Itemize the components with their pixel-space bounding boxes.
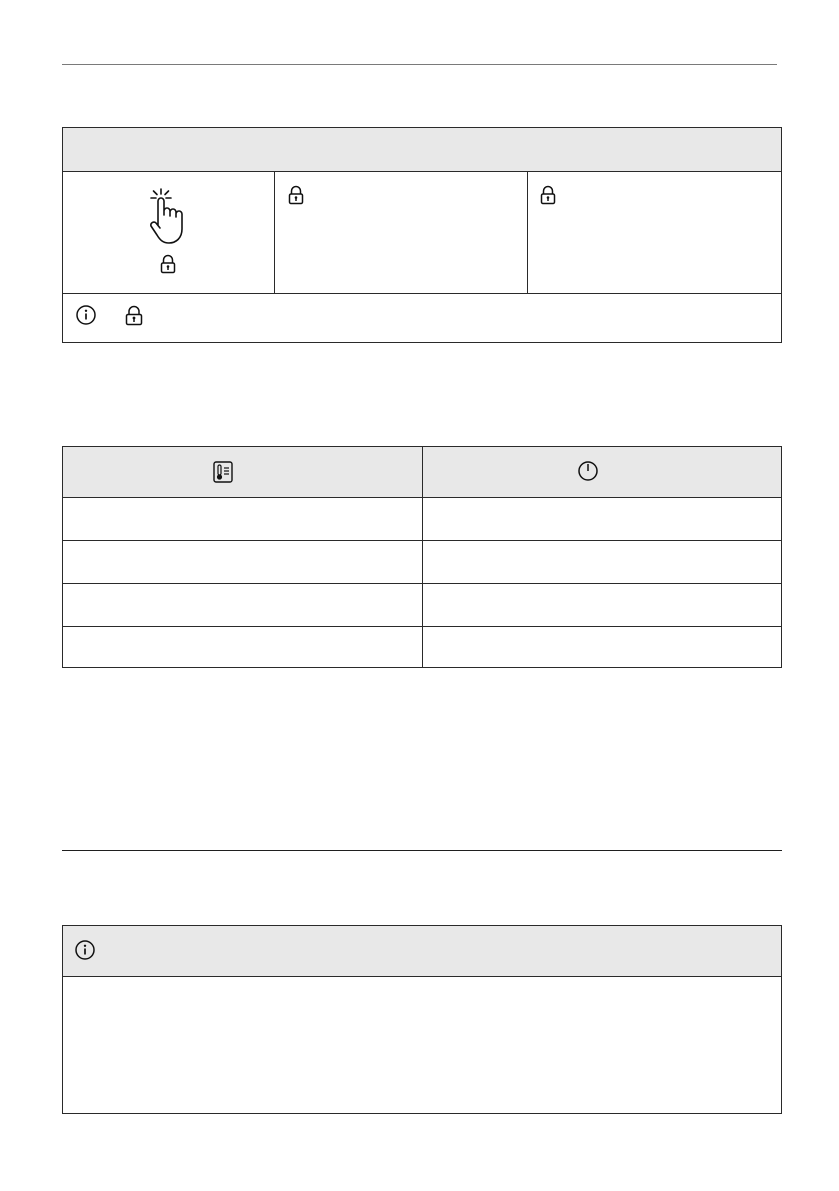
table-cell bbox=[63, 626, 423, 667]
table-cell bbox=[63, 497, 423, 540]
table-row bbox=[63, 540, 781, 584]
lock-table-cell-2 bbox=[274, 171, 528, 293]
table-row bbox=[63, 497, 781, 541]
lock-icon bbox=[288, 185, 304, 205]
info-box bbox=[62, 925, 782, 1114]
lock-table-cell-1 bbox=[63, 171, 275, 293]
section-rule bbox=[62, 850, 782, 851]
lock-table bbox=[62, 127, 782, 343]
info-icon bbox=[74, 939, 96, 961]
settings-table bbox=[62, 446, 782, 668]
lock-icon bbox=[160, 254, 176, 274]
timer-icon bbox=[577, 460, 599, 482]
lock-table-note bbox=[63, 293, 781, 342]
column-header-time bbox=[422, 447, 781, 497]
lock-table-row bbox=[63, 171, 781, 294]
table-row bbox=[63, 583, 781, 627]
touch-hand-icon bbox=[145, 185, 193, 249]
table-row bbox=[63, 626, 781, 667]
info-box-header bbox=[63, 926, 781, 977]
table-cell bbox=[422, 540, 781, 583]
table-cell bbox=[422, 583, 781, 626]
table-cell bbox=[63, 540, 423, 583]
lock-icon bbox=[540, 185, 556, 205]
table-cell bbox=[422, 626, 781, 667]
table-cell bbox=[422, 497, 781, 540]
settings-table-header bbox=[63, 447, 781, 498]
lock-table-header bbox=[63, 128, 781, 172]
header-rule bbox=[62, 64, 777, 65]
info-icon bbox=[75, 304, 97, 326]
lock-table-cell-3 bbox=[527, 171, 781, 293]
column-header-temperature bbox=[63, 447, 423, 497]
lock-icon bbox=[125, 305, 143, 326]
thermometer-icon bbox=[213, 461, 233, 483]
table-cell bbox=[63, 583, 423, 626]
